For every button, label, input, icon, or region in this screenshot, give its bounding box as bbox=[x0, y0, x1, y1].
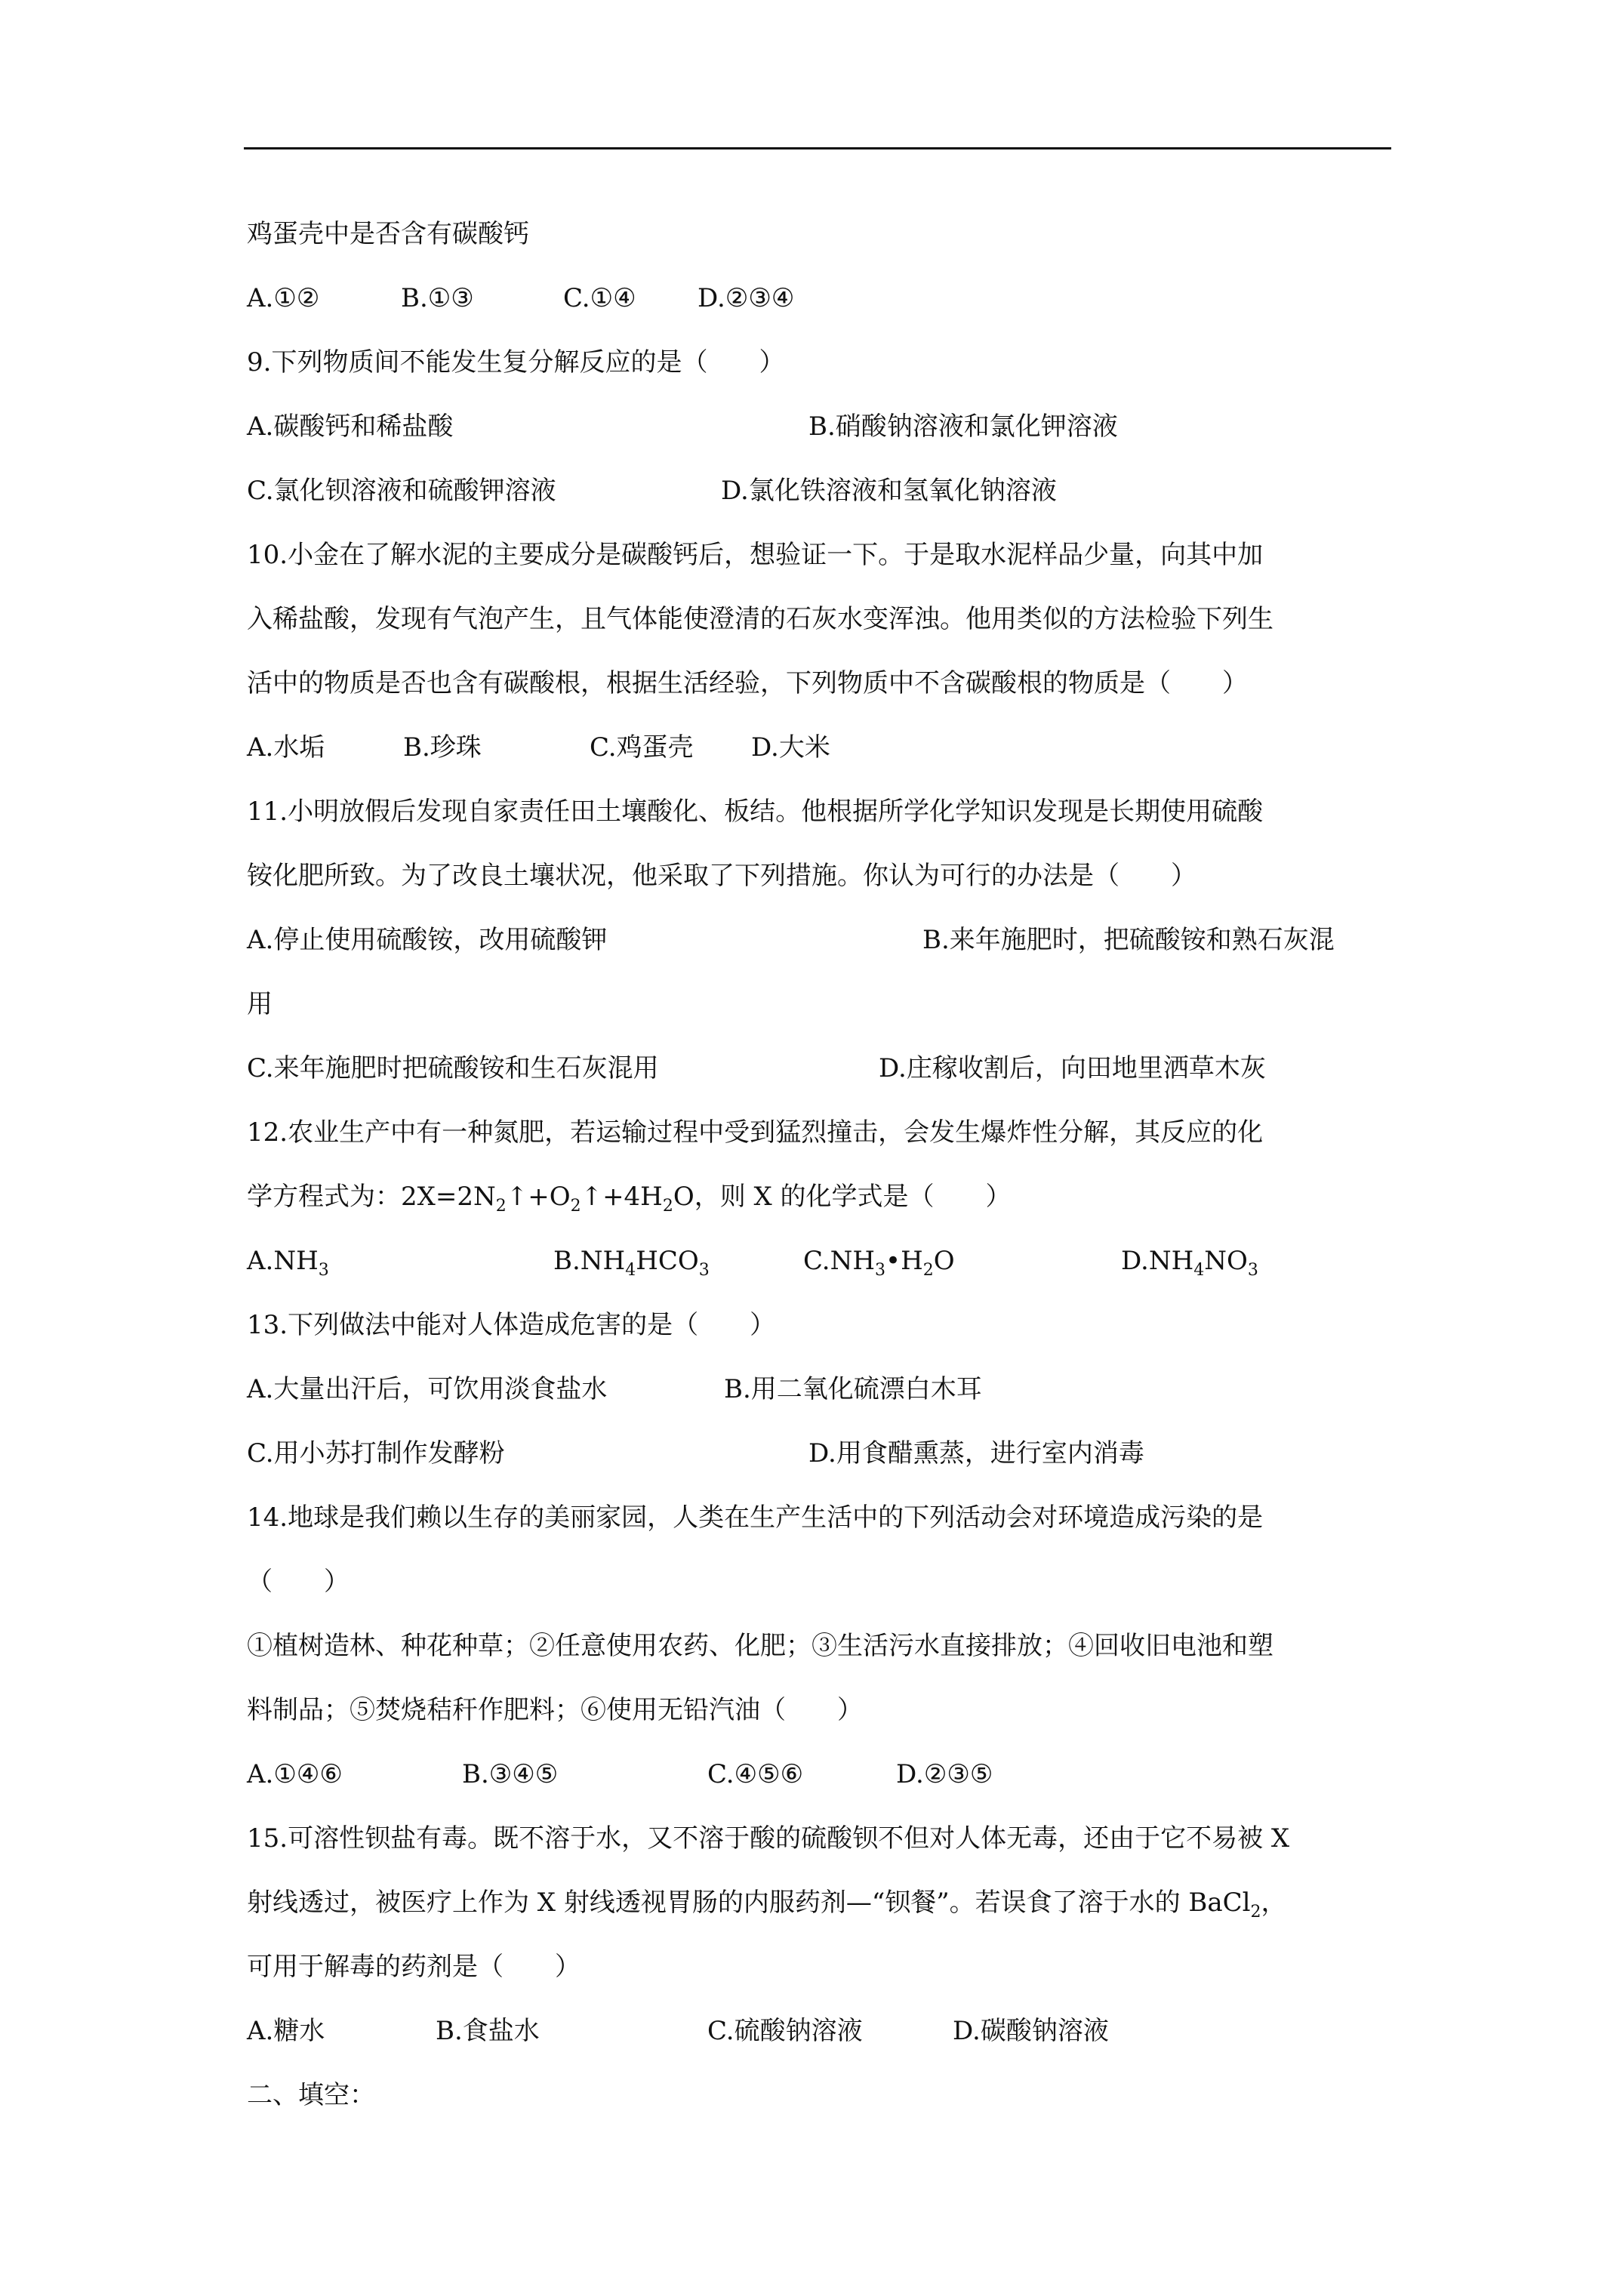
q13-option-c: C.用小苏打制作发酵粉 bbox=[247, 1438, 505, 1469]
q10-stem-line3 bbox=[247, 652, 1391, 716]
q9-stem bbox=[247, 331, 1391, 395]
q11-option-c: C.来年施肥时把硫酸铵和生石灰混用 bbox=[247, 1053, 659, 1083]
q11-stem-line1 bbox=[247, 780, 1391, 844]
q11-options-row2 bbox=[247, 1037, 1391, 1101]
q14-stem-line1 bbox=[247, 1486, 1391, 1550]
q9-option-d: D.氯化铁溶液和氢氧化钠溶液 bbox=[721, 476, 1057, 506]
q9-option-c: C.氯化钡溶液和硫酸钾溶液 bbox=[247, 476, 556, 506]
q12-b-sub2: 3 bbox=[698, 1261, 710, 1280]
q12-option-d bbox=[1121, 1229, 1258, 1293]
section-2-title: 二、填空： bbox=[247, 2080, 375, 2110]
q12-option-b bbox=[553, 1229, 710, 1293]
q10-option-b: B.珍珠 bbox=[403, 732, 482, 763]
q12-option-a bbox=[247, 1229, 329, 1293]
q12-d-text1: D.NH bbox=[1121, 1246, 1194, 1276]
q8-option-c: C.①④ bbox=[563, 283, 636, 313]
q12-eq-sub2: 2 bbox=[570, 1197, 581, 1216]
q12-eq-sub1: 2 bbox=[495, 1197, 507, 1216]
q10-stem-text-1: 10.小金在了解水泥的主要成分是碳酸钙后，想验证一下。于是取水泥样品少量，向其中加 bbox=[247, 540, 1264, 570]
q12-c-text2: •H bbox=[885, 1246, 923, 1276]
q15-stem-text-3: 可用于解毒的药剂是（ ） bbox=[247, 1952, 581, 1982]
q10-option-c: C.鸡蛋壳 bbox=[590, 732, 694, 763]
q13-options-row1 bbox=[247, 1358, 1391, 1422]
header-rule bbox=[244, 147, 1391, 149]
q15-stem-text-1: 15.可溶性钡盐有毒。既不溶于水，又不溶于酸的硫酸钡不但对人体无毒，还由于它不易被 X bbox=[247, 1823, 1290, 1854]
q13-stem-text: 13.下列做法中能对人体造成危害的是（ ） bbox=[247, 1310, 776, 1340]
q12-a-sub: 3 bbox=[318, 1261, 329, 1280]
q14-items-text-1: ①植树造林、种花种草；②任意使用农药、化肥；③生活污水直接排放；④回收旧电池和塑 bbox=[247, 1631, 1273, 1661]
q11-option-b: B.来年施肥时，把硫酸铵和熟石灰混 bbox=[922, 925, 1335, 955]
q12-c-sub2: 2 bbox=[922, 1261, 934, 1280]
q15-option-b: B.食盐水 bbox=[436, 2016, 540, 2046]
q12-eq-part1: 学方程式为：2X=2N bbox=[247, 1182, 496, 1212]
q14-items-text-2: 料制品；⑤焚烧秸秆作肥料；⑥使用无铅汽油（ ） bbox=[247, 1695, 863, 1725]
q14-option-d: D.②③⑤ bbox=[896, 1759, 993, 1789]
q14-items-line2 bbox=[247, 1678, 1391, 1743]
q11-stem-text-2: 铵化肥所致。为了改良土壤状况，他采取了下列措施。你认为可行的办法是（ ） bbox=[247, 861, 1196, 891]
q12-options bbox=[247, 1229, 1391, 1293]
q12-b-text1: B.NH bbox=[553, 1246, 626, 1276]
q8-option-d: D.②③④ bbox=[698, 283, 795, 313]
q13-option-b: B.用二氧化硫漂白木耳 bbox=[724, 1374, 982, 1404]
q12-equation bbox=[247, 1165, 1012, 1229]
q15-stem-line1 bbox=[247, 1807, 1391, 1871]
q10-stem-line1 bbox=[247, 523, 1391, 587]
q14-options bbox=[247, 1743, 1391, 1807]
q11-option-b-wrap bbox=[247, 972, 1391, 1037]
q12-c-sub1: 3 bbox=[875, 1261, 886, 1280]
q15-stem-line2 bbox=[247, 1871, 1391, 1935]
q8-options bbox=[247, 267, 1391, 331]
q11-option-a: A.停止使用硫酸铵，改用硫酸钾 bbox=[247, 925, 608, 955]
q14-items-line1 bbox=[247, 1614, 1391, 1678]
q15-line2-part2: ， bbox=[1261, 1888, 1287, 1918]
document-body bbox=[247, 202, 1391, 2128]
q8-option-b: B.①③ bbox=[401, 283, 474, 313]
q13-option-d: D.用食醋熏蒸，进行室内消毒 bbox=[808, 1438, 1144, 1469]
q10-stem-line2 bbox=[247, 587, 1391, 652]
q10-stem-text-2: 入稀盐酸，发现有气泡产生，且气体能使澄清的石灰水变浑浊。他用类似的方法检验下列生 bbox=[247, 604, 1273, 634]
q8-tail bbox=[247, 202, 1391, 267]
q13-stem bbox=[247, 1293, 1391, 1358]
q8-stem-text: 鸡蛋壳中是否含有碳酸钙 bbox=[247, 219, 529, 249]
q11-options-row1 bbox=[247, 908, 1391, 972]
q12-c-text3: O bbox=[933, 1246, 955, 1276]
q12-stem-line1 bbox=[247, 1101, 1391, 1165]
q11-stem-text-1: 11.小明放假后发现自家责任田土壤酸化、板结。他根据所学化学知识发现是长期使用硫酸 bbox=[247, 797, 1264, 827]
q14-stem-text-2: （ ） bbox=[247, 1567, 350, 1597]
q12-d-text2: NO bbox=[1204, 1246, 1248, 1276]
q12-d-sub1: 4 bbox=[1193, 1261, 1205, 1280]
q11-option-b-cont: 用 bbox=[247, 989, 273, 1019]
q12-stem-text-1: 12.农业生产中有一种氮肥，若运输过程中受到猛烈撞击，会发生爆炸性分解，其反应的化 bbox=[247, 1117, 1264, 1148]
q14-option-c: C.④⑤⑥ bbox=[707, 1759, 804, 1789]
q10-stem-text-3: 活中的物质是否也含有碳酸根，根据生活经验，下列物质中不含碳酸根的物质是（ ） bbox=[247, 668, 1248, 698]
q15-line2-sub: 2 bbox=[1250, 1903, 1261, 1922]
q15-option-d: D.碳酸钠溶液 bbox=[953, 2016, 1109, 2046]
q13-option-a: A.大量出汗后，可饮用淡食盐水 bbox=[247, 1374, 608, 1404]
q15-option-a: A.糖水 bbox=[247, 2016, 325, 2046]
q9-option-a: A.碳酸钙和稀盐酸 bbox=[247, 411, 454, 442]
q15-line2-part1: 射线透过，被医疗上作为 X 射线透视胃肠的内服药剂—“钡餐”。若误食了溶于水的 BaCl bbox=[247, 1888, 1251, 1918]
q12-eq-part4: O，则 X 的化学式是（ ） bbox=[673, 1182, 1012, 1212]
q9-options-row1 bbox=[247, 395, 1391, 459]
q13-options-row2 bbox=[247, 1422, 1391, 1486]
q12-d-sub2: 3 bbox=[1247, 1261, 1258, 1280]
q15-option-c: C.硫酸钠溶液 bbox=[707, 2016, 863, 2046]
q12-stem-line2 bbox=[247, 1165, 1391, 1229]
q14-stem-text-1: 14.地球是我们赖以生存的美丽家园，人类在生产生活中的下列活动会对环境造成污染的是 bbox=[247, 1502, 1264, 1533]
q12-eq-part3: ↑+4H bbox=[581, 1182, 663, 1212]
q12-b-sub1: 4 bbox=[625, 1261, 636, 1280]
q11-option-d: D.庄稼收割后，向田地里洒草木灰 bbox=[879, 1053, 1266, 1083]
q11-stem-line2 bbox=[247, 844, 1391, 908]
q12-option-c bbox=[803, 1229, 955, 1293]
q14-stem-line2 bbox=[247, 1550, 1391, 1614]
q15-options bbox=[247, 1999, 1391, 2063]
q14-option-b: B.③④⑤ bbox=[462, 1759, 559, 1789]
q12-eq-part2: ↑+O bbox=[506, 1182, 571, 1212]
q10-option-d: D.大米 bbox=[751, 732, 830, 763]
q12-a-text: A.NH bbox=[247, 1246, 319, 1276]
q15-stem-text-2 bbox=[247, 1871, 1287, 1935]
q9-stem-text: 9.下列物质间不能发生复分解反应的是（ ） bbox=[247, 347, 785, 378]
q10-options bbox=[247, 716, 1391, 780]
q12-b-text2: HCO bbox=[636, 1246, 699, 1276]
q10-option-a: A.水垢 bbox=[247, 732, 325, 763]
q9-options-row2 bbox=[247, 459, 1391, 523]
q14-option-a: A.①④⑥ bbox=[247, 1759, 343, 1789]
q12-eq-sub3: 2 bbox=[662, 1197, 673, 1216]
q12-c-text1: C.NH bbox=[803, 1246, 876, 1276]
q15-stem-line3 bbox=[247, 1935, 1391, 1999]
q8-option-a: A.①② bbox=[247, 283, 320, 313]
q9-option-b: B.硝酸钠溶液和氯化钾溶液 bbox=[808, 411, 1118, 442]
section-heading bbox=[247, 2063, 1391, 2128]
